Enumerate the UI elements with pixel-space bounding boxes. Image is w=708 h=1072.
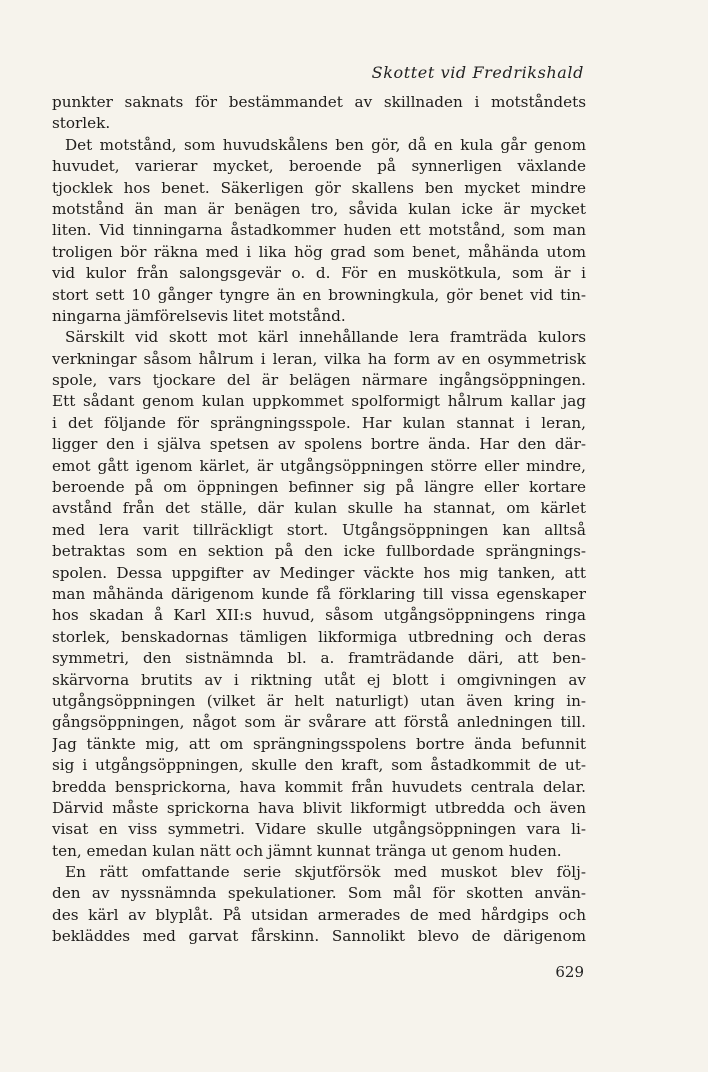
page-number: 629 xyxy=(555,963,584,981)
text-line: stort sett 10 gånger tyngre än en browningkula, gör benet vid tin- xyxy=(52,285,586,304)
text-line: utgångsöppningen (vilket är helt naturligt) utan även kring in- xyxy=(52,691,586,710)
text-line: Därvid måste sprickorna hava blivit likformigt utbredda och även xyxy=(52,798,586,817)
text-line: skärvorna brutits av i riktning utåt ej blott i omgivningen av xyxy=(52,670,586,689)
text-line: i det följande för sprängningsspole. Har kulan stannat i leran, xyxy=(52,413,586,432)
text-line: vid kulor från salongsgevär o. d. För en muskötkula, som är i xyxy=(52,264,586,283)
text-line: tjocklek hos benet. Säkerligen gör skallens ben mycket mindre xyxy=(52,178,586,197)
text-line: symmetri, den sistnämnda bl. a. framträdande däri, att ben- xyxy=(52,649,586,668)
text-line: liten. Vid tinningarna åstadkommer huden ett motstånd, som man xyxy=(52,221,586,240)
text-line: bredda bensprickorna, hava kommit från huvudets centrala delar. xyxy=(52,777,586,796)
text-line: man måhända därigenom kunde få förklaring till vissa egenskaper xyxy=(52,584,586,603)
text-line: Jag tänkte mig, att om sprängningsspolens bortre ända befunnit xyxy=(52,734,586,753)
text-line: Särskilt vid skott mot kärl innehållande lera framträda kulors xyxy=(65,328,586,347)
text-line: gångsöppningen, något som är svårare att förstå anledningen till. xyxy=(52,713,586,732)
text-line: sig i utgångsöppningen, skulle den kraft, som åstadkommit de ut- xyxy=(52,756,586,775)
text-line: punkter saknats för bestämmandet av skillnaden i motståndets xyxy=(52,93,586,111)
text-line: emot gått igenom kärlet, är utgångsöppningen större eller mindre, xyxy=(52,456,586,475)
text-line: den av nyssnämnda spekulationer. Som mål för skotten använ- xyxy=(52,884,586,903)
text-line: Ett sådant genom kulan uppkommet spolformigt hålrum kallar jag xyxy=(52,392,586,411)
text-line: bekläddes med garvat fårskinn. Sannolikt blevo de därigenom xyxy=(52,927,586,946)
text-line: ten, emedan kulan nätt och jämnt kunnat tränga ut genom huden. xyxy=(52,841,562,860)
body-text xyxy=(52,92,586,948)
text-line: med lera varit tillräckligt stort. Utgångsöppningen kan alltså xyxy=(52,520,586,539)
text-line: troligen bör räkna med i lika hög grad som benet, måhända utom xyxy=(52,242,586,261)
running-header: Skottet vid Fredrikshald xyxy=(371,63,584,82)
text-line: spole, vars tjockare del är belägen närmare ingångsöppningen. xyxy=(52,371,586,390)
text-line: Det motstånd, som huvudskålens ben gör, då en kula går genom xyxy=(65,135,586,154)
text-line: avstånd från det ställe, där kulan skulle ha stannat, om kärlet xyxy=(52,499,586,518)
text-line: ningarna jämförelsevis litet motstånd. xyxy=(52,306,346,325)
text-line: motstånd än man är benägen tro, såvida kulan icke är mycket xyxy=(52,199,586,218)
text-line: storlek. xyxy=(52,114,111,133)
text-line: huvudet, varierar mycket, beroende på synnerligen växlande xyxy=(52,157,586,176)
text-line: des kärl av blyplåt. På utsidan armerades de med hårdgips och xyxy=(52,905,586,924)
text-line: beroende på om öppningen befinner sig på längre eller kortare xyxy=(52,478,586,497)
text-line: ligger den i själva spetsen av spolens bortre ända. Har den där- xyxy=(52,435,586,454)
text-line: verkningar såsom hålrum i leran, vilka ha form av en osymmetrisk xyxy=(52,349,586,368)
text-line: storlek, benskadornas tämligen likformiga utbredning och deras xyxy=(52,627,586,646)
text-line: betraktas som en sektion på den icke fullbordade sprängnings- xyxy=(52,542,586,561)
text-line: visat en viss symmetri. Vidare skulle utgångsöppningen vara li- xyxy=(52,820,586,839)
text-line: En rätt omfattande serie skjutförsök med muskot blev följ- xyxy=(65,863,586,882)
text-line: spolen. Dessa uppgifter av Medinger väckte hos mig tanken, att xyxy=(52,563,586,582)
text-line: hos skadan å Karl XII:s huvud, såsom utgångsöppningens ringa xyxy=(52,606,586,625)
